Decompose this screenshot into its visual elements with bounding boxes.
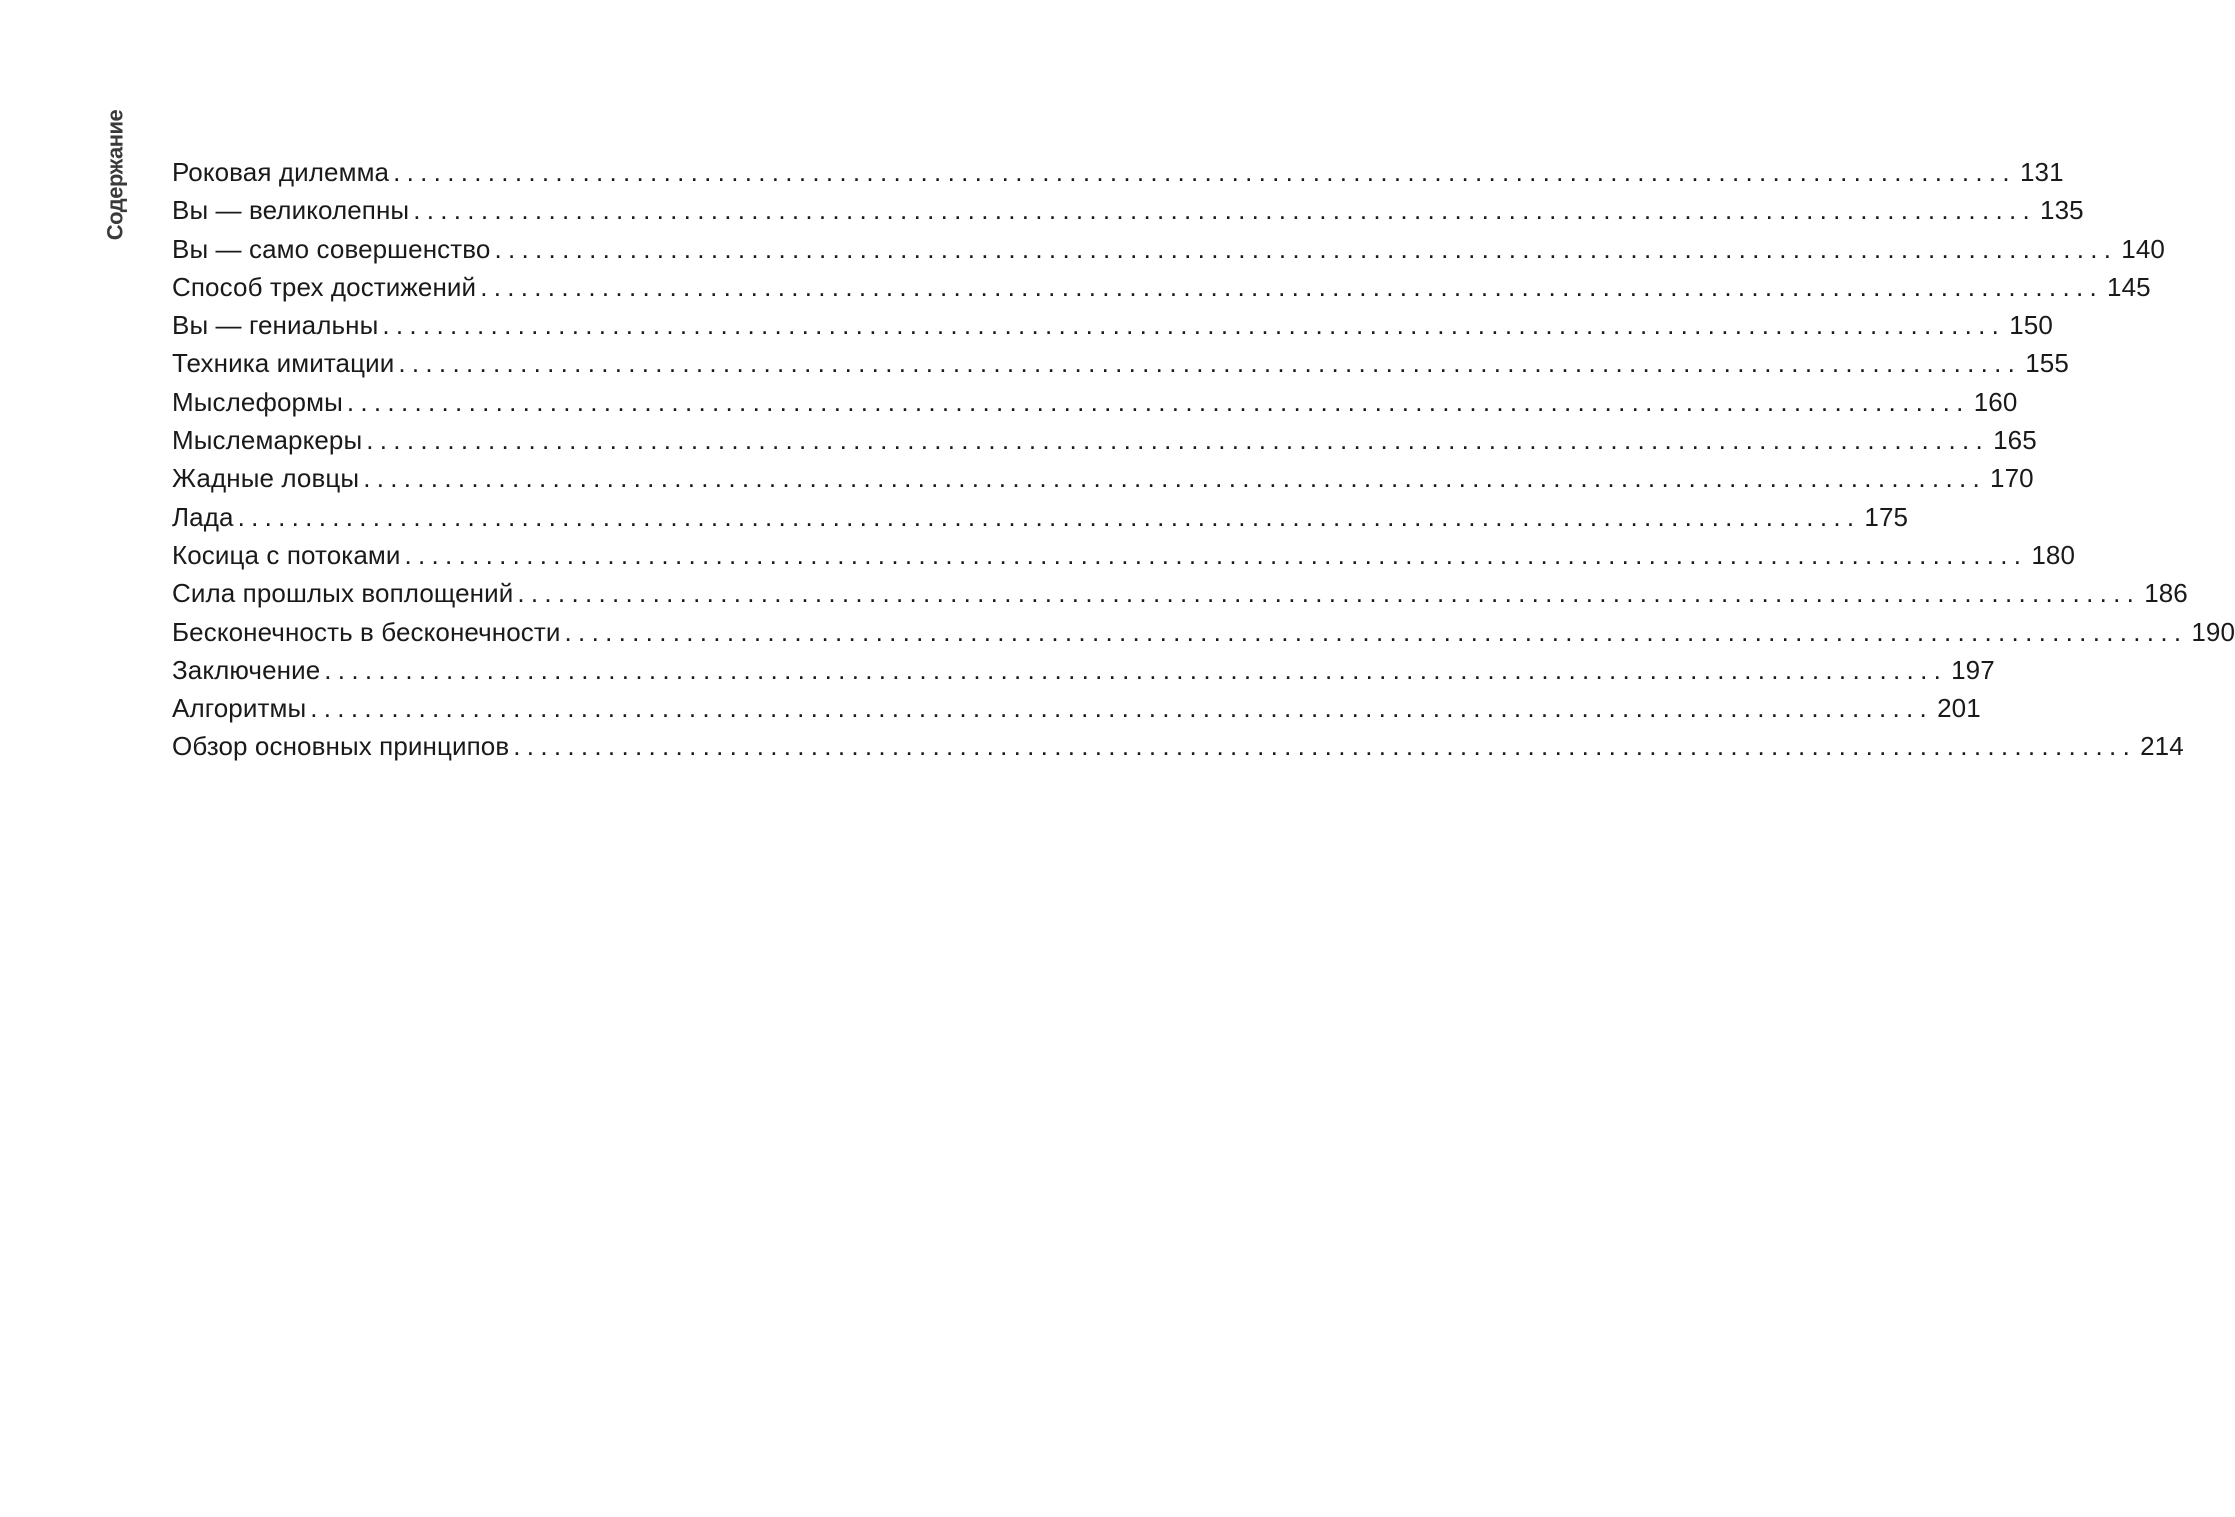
toc-dot-leader: ........................................................................................................................ <box>366 425 1990 456</box>
toc-entry-title: Алгоритмы <box>172 693 307 724</box>
toc-entry[interactable] <box>172 191 2084 229</box>
toc-dot-leader: ........................................................................................................................ <box>494 233 2118 264</box>
toc-entry[interactable] <box>172 459 2034 497</box>
toc-entry-page: 165 <box>1993 425 2037 456</box>
toc-dot-leader: ........................................................................................................................ <box>404 539 2028 570</box>
toc-entry[interactable] <box>172 383 2018 421</box>
toc-dot-leader: ........................................................................................................................ <box>324 654 1948 685</box>
toc-entry-page: 131 <box>2019 157 2064 187</box>
toc-entry-page: 175 <box>1864 501 1909 532</box>
toc-entry-page: 145 <box>2107 271 2151 302</box>
toc-dot-leader: ........................................................................................................................ <box>513 731 2137 762</box>
toc-entry[interactable] <box>172 498 1909 536</box>
toc-dot-leader: ........................................................................................................................ <box>310 693 1934 724</box>
toc-entry[interactable] <box>172 268 2151 306</box>
toc-entry[interactable] <box>172 651 1995 689</box>
toc-entry-page: 150 <box>2009 310 2053 341</box>
toc-entry-title: Вы — гениальны <box>172 310 379 341</box>
toc-entry-page: 197 <box>1951 654 1995 685</box>
toc-entry-page: 186 <box>2144 578 2188 609</box>
toc-entry[interactable] <box>172 613 2235 651</box>
toc-entry-page: 180 <box>2031 539 2076 570</box>
toc-dot-leader: ........................................................................................................................ <box>413 195 2037 226</box>
toc-entry-title: Вы — само совершенство <box>172 233 491 264</box>
toc-entry-page: 201 <box>1937 693 1981 724</box>
toc-dot-leader: ........................................................................................................................ <box>393 157 2016 187</box>
toc-entry-page: 155 <box>2025 348 2069 379</box>
toc-entry[interactable] <box>172 306 2053 344</box>
toc-entry-title: Техника имитации <box>172 348 395 379</box>
toc-entry-title: Мыслемаркеры <box>172 425 363 456</box>
running-head-text: Содержание <box>102 109 128 241</box>
toc-entry-title: Вы — великолепны <box>172 195 410 226</box>
toc-entry-page: 160 <box>1973 386 2018 417</box>
toc-entry[interactable] <box>172 421 2037 459</box>
table-of-contents <box>172 153 2235 766</box>
toc-entry-page: 135 <box>2040 195 2084 226</box>
toc-entry-page: 190 <box>2191 616 2235 647</box>
toc-entry-title: Заключение <box>172 654 321 685</box>
toc-entry[interactable] <box>172 574 2188 612</box>
running-head <box>98 109 132 241</box>
toc-entry-page: 170 <box>1990 463 2034 494</box>
toc-entry-title: Мыслеформы <box>172 386 343 417</box>
toc-dot-leader: ........................................................................................................................ <box>382 310 2006 341</box>
toc-entry[interactable] <box>172 536 2076 574</box>
toc-dot-leader: ........................................................................................................................ <box>346 386 1970 417</box>
toc-entry-page: 140 <box>2121 233 2165 264</box>
toc-entry[interactable] <box>172 689 1981 727</box>
toc-dot-leader: ........................................................................................................................ <box>237 501 1861 532</box>
toc-entry-title: Сила прошлых воплощений <box>172 578 514 609</box>
toc-dot-leader: ........................................................................................................................ <box>363 463 1987 494</box>
toc-entry[interactable] <box>172 727 2184 765</box>
toc-dot-leader: ........................................................................................................................ <box>564 616 2188 647</box>
toc-entry-title: Бесконечность в бесконечности <box>172 616 561 647</box>
toc-entry[interactable] <box>172 153 2064 191</box>
toc-entry[interactable] <box>172 344 2069 382</box>
toc-entry-title: Лада <box>172 501 234 532</box>
toc-entry-title: Косица с потоками <box>172 539 401 570</box>
toc-dot-leader: ........................................................................................................................ <box>480 271 2104 302</box>
toc-entry-title: Жадные ловцы <box>172 463 360 494</box>
toc-dot-leader: ........................................................................................................................ <box>517 578 2141 609</box>
toc-entry-page: 214 <box>2140 731 2184 762</box>
toc-entry[interactable] <box>172 230 2165 268</box>
toc-entry-title: Роковая дилемма <box>172 157 390 187</box>
toc-entry-title: Обзор основных принципов <box>172 731 510 762</box>
toc-dot-leader: ........................................................................................................................ <box>398 348 2022 379</box>
toc-entry-title: Способ трех достижений <box>172 271 477 302</box>
